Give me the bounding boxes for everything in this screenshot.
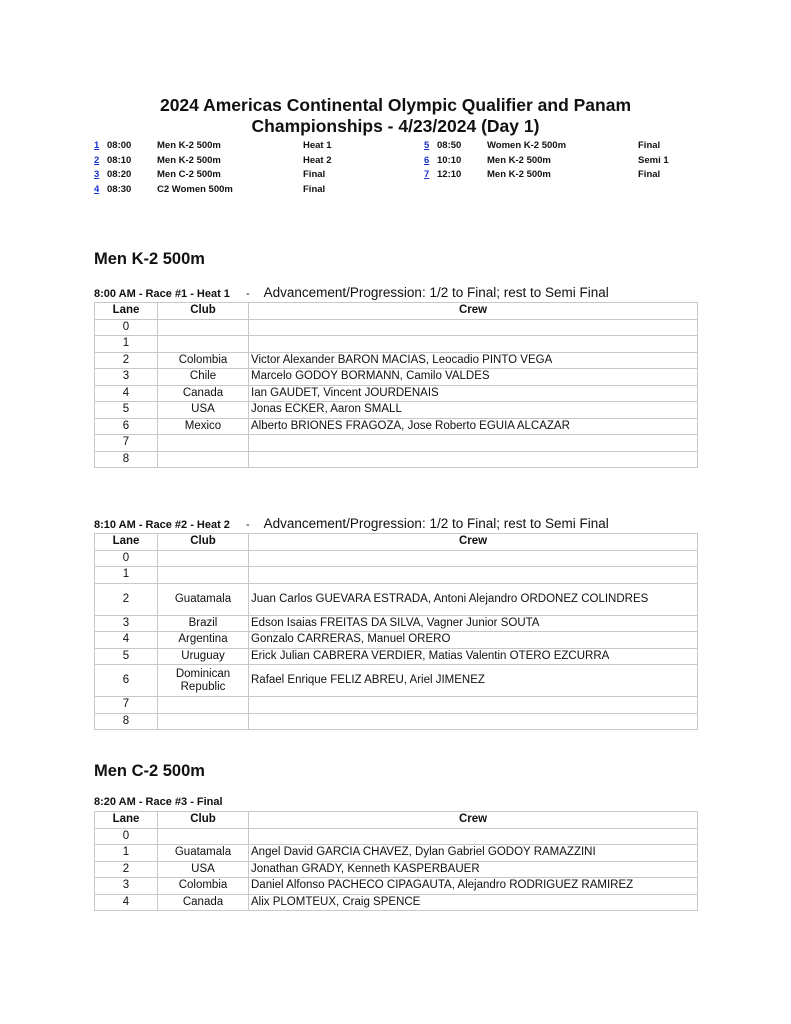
table-row (95, 418, 698, 435)
race-caption (94, 285, 609, 300)
lane-cell: 7 (95, 697, 158, 714)
schedule-row (424, 155, 724, 170)
race-table (94, 533, 698, 730)
schedule-event: C2 Women 500m (157, 183, 233, 195)
crew-cell: Ian GAUDET, Vincent JOURDENAIS (249, 385, 698, 402)
crew-cell: Victor Alexander BARON MACIAS, Leocadio PINTO VEGA (249, 352, 698, 369)
schedule-phase: Heat 1 (303, 140, 332, 151)
club-cell: Canada (158, 894, 249, 911)
crew-cell: Edson Isaias FREITAS DA SILVA, Vagner Junior SOUTA (249, 615, 698, 632)
crew-cell (249, 697, 698, 714)
table-row (95, 451, 698, 468)
lane-cell: 2 (95, 352, 158, 369)
table-row (95, 402, 698, 419)
club-cell: Mexico (158, 418, 249, 435)
lane-cell: 8 (95, 713, 158, 730)
crew-cell (249, 319, 698, 336)
table-row (95, 648, 698, 665)
club-cell: Brazil (158, 615, 249, 632)
club-cell (158, 713, 249, 730)
event-heading: Men C-2 500m (94, 762, 205, 780)
schedule-row (424, 169, 724, 184)
crew-cell (249, 567, 698, 584)
table-row (95, 878, 698, 895)
club-cell: Guatamala (158, 845, 249, 862)
header-lane: Lane (95, 303, 158, 320)
lane-cell: 3 (95, 369, 158, 386)
schedule-time: 08:00 (107, 140, 132, 151)
schedule-event: Men C-2 500m (157, 169, 221, 180)
crew-cell (249, 336, 698, 353)
event-heading: Men K-2 500m (94, 250, 205, 268)
table-row (95, 828, 698, 845)
lane-cell: 0 (95, 828, 158, 845)
club-cell: Uruguay (158, 648, 249, 665)
header-crew: Crew (249, 812, 698, 829)
schedule-row (94, 140, 394, 155)
lane-cell: 8 (95, 451, 158, 468)
schedule-phase: Final (638, 169, 661, 180)
schedule-row (94, 184, 394, 199)
schedule-time: 08:30 (107, 183, 132, 195)
schedule-phase: Final (638, 140, 661, 151)
race-title: 8:20 AM - Race #3 - Final (94, 796, 223, 808)
lane-cell: 7 (95, 435, 158, 452)
schedule-phase: Final (303, 183, 326, 195)
table-row (95, 435, 698, 452)
table-row (95, 713, 698, 730)
club-cell: Chile (158, 369, 249, 386)
schedule-event: Men K-2 500m (487, 154, 551, 166)
table-row (95, 861, 698, 878)
schedule-time: 08:20 (107, 169, 132, 180)
schedule-row (94, 155, 394, 170)
table-header-row (95, 534, 698, 551)
club-cell (158, 828, 249, 845)
crew-cell (249, 713, 698, 730)
schedule-left (94, 140, 394, 198)
lane-cell: 4 (95, 632, 158, 649)
club-cell (158, 451, 249, 468)
crew-cell: Jonathan GRADY, Kenneth KASPERBAUER (249, 861, 698, 878)
crew-cell (249, 435, 698, 452)
club-cell (158, 336, 249, 353)
schedule-link-2[interactable]: 2 (94, 154, 100, 166)
table-row (95, 665, 698, 697)
table-header-row (95, 812, 698, 829)
lane-cell: 6 (95, 418, 158, 435)
caption-separator: - (245, 519, 250, 531)
crew-cell: Jonas ECKER, Aaron SMALL (249, 402, 698, 419)
table-header-row (95, 303, 698, 320)
lane-cell: 2 (95, 861, 158, 878)
club-cell: Canada (158, 385, 249, 402)
advancement-text: Advancement/Progression: 1/2 to Final; rest to Semi Final (263, 516, 609, 531)
schedule-phase: Final (303, 169, 326, 180)
lane-cell: 0 (95, 319, 158, 336)
schedule-time: 08:10 (107, 154, 132, 166)
schedule-time: 12:10 (437, 169, 462, 180)
schedule-phase: Heat 2 (303, 154, 332, 166)
club-cell: USA (158, 861, 249, 878)
schedule-link-7[interactable]: 7 (424, 169, 430, 180)
crew-cell (249, 828, 698, 845)
schedule-row (424, 140, 724, 155)
table-row (95, 894, 698, 911)
crew-cell (249, 550, 698, 567)
schedule-link-5[interactable]: 5 (424, 140, 430, 151)
header-club: Club (158, 534, 249, 551)
lane-cell: 0 (95, 550, 158, 567)
race-title: 8:10 AM - Race #2 - Heat 2 (94, 519, 230, 531)
advancement-text: Advancement/Progression: 1/2 to Final; rest to Semi Final (263, 285, 609, 300)
schedule-event: Men K-2 500m (157, 140, 221, 151)
table-row (95, 336, 698, 353)
schedule-link-6[interactable]: 6 (424, 154, 430, 166)
schedule-time: 08:50 (437, 140, 462, 151)
race-table (94, 302, 698, 468)
lane-cell: 2 (95, 583, 158, 615)
crew-cell: Angel David GARCIA CHAVEZ, Dylan Gabriel GODOY RAMAZZINI (249, 845, 698, 862)
header-crew: Crew (249, 534, 698, 551)
schedule-phase: Semi 1 (638, 154, 669, 166)
lane-cell: 5 (95, 648, 158, 665)
lane-cell: 3 (95, 615, 158, 632)
schedule-event: Women K-2 500m (487, 140, 567, 151)
club-cell (158, 550, 249, 567)
header-club: Club (158, 303, 249, 320)
club-cell: Dominican Republic (158, 665, 249, 697)
crew-cell (249, 451, 698, 468)
crew-cell: Alberto BRIONES FRAGOZA, Jose Roberto EGUIA ALCAZAR (249, 418, 698, 435)
title-line-2: Championships - 4/23/2024 (Day 1) (251, 116, 540, 136)
title-line-1: 2024 Americas Continental Olympic Qualifier and Panam (159, 95, 632, 115)
race-caption (94, 516, 609, 531)
lane-cell: 5 (95, 402, 158, 419)
schedule-right (424, 140, 724, 184)
crew-cell: Marcelo GODOY BORMANN, Camilo VALDES (249, 369, 698, 386)
header-club: Club (158, 812, 249, 829)
table-row (95, 385, 698, 402)
lane-cell: 4 (95, 894, 158, 911)
schedule-link-4[interactable]: 4 (94, 183, 100, 195)
table-row (95, 697, 698, 714)
crew-cell: Daniel Alfonso PACHECO CIPAGAUTA, Alejandro RODRIGUEZ RAMIREZ (249, 878, 698, 895)
lane-cell: 1 (95, 567, 158, 584)
table-row (95, 369, 698, 386)
club-cell: USA (158, 402, 249, 419)
race-title: 8:00 AM - Race #1 - Heat 1 (94, 288, 230, 300)
club-cell (158, 567, 249, 584)
schedule-event: Men K-2 500m (487, 169, 551, 180)
club-cell: Guatamala (158, 583, 249, 615)
table-row (95, 632, 698, 649)
club-cell: Colombia (158, 878, 249, 895)
club-cell: Colombia (158, 352, 249, 369)
lane-cell: 1 (95, 845, 158, 862)
lane-cell: 3 (95, 878, 158, 895)
race-table (94, 811, 698, 911)
lane-cell: 6 (95, 665, 158, 697)
header-crew: Crew (249, 303, 698, 320)
document-title (0, 95, 791, 137)
caption-separator: - (245, 288, 250, 300)
table-row (95, 319, 698, 336)
crew-cell: Juan Carlos GUEVARA ESTRADA, Antoni Alejandro ORDONEZ COLINDRES (249, 583, 698, 615)
club-cell (158, 435, 249, 452)
crew-cell: Alix PLOMTEUX, Craig SPENCE (249, 894, 698, 911)
table-row (95, 615, 698, 632)
crew-cell: Erick Julian CABRERA VERDIER, Matias Valentin OTERO EZCURRA (249, 648, 698, 665)
schedule-link-1[interactable]: 1 (94, 140, 100, 151)
race-caption (94, 796, 223, 808)
header-lane: Lane (95, 534, 158, 551)
schedule-row (94, 169, 394, 184)
table-row (95, 550, 698, 567)
lane-cell: 1 (95, 336, 158, 353)
crew-cell: Gonzalo CARRERAS, Manuel ORERO (249, 632, 698, 649)
lane-cell: 4 (95, 385, 158, 402)
table-row (95, 583, 698, 615)
schedule-time: 10:10 (437, 154, 462, 166)
club-cell (158, 697, 249, 714)
table-row (95, 845, 698, 862)
table-row (95, 567, 698, 584)
schedule-event: Men K-2 500m (157, 154, 221, 166)
header-lane: Lane (95, 812, 158, 829)
table-row (95, 352, 698, 369)
club-cell (158, 319, 249, 336)
schedule-link-3[interactable]: 3 (94, 169, 100, 180)
club-cell: Argentina (158, 632, 249, 649)
crew-cell: Rafael Enrique FELIZ ABREU, Ariel JIMENEZ (249, 665, 698, 697)
